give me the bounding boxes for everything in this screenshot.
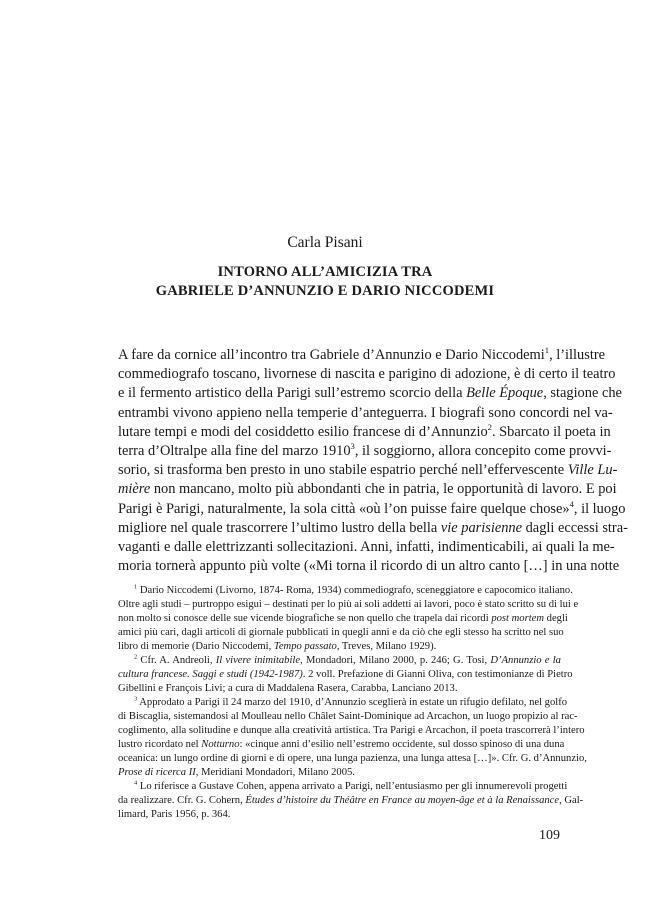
body-italic: Belle Époque [466, 385, 544, 402]
footnote-line [118, 654, 561, 668]
footnote-text: oceanica: un lungo ordine di giorni e di opere, una lunga pazienza, una lunga attesa […]». Cfr. G. d’Annunzio, [118, 753, 587, 764]
body-line [118, 422, 611, 442]
body-text: terra d’Oltralpe alla fine del marzo 1910 [118, 443, 351, 460]
footnote-text: Oltre agli studi – purtroppo esigui – destinati per lo più ai soli addetti ai lavori, poco è stato scritto su di lui e [118, 599, 579, 610]
footnote-italic: Tempo passato [273, 641, 337, 652]
body-text: lutare tempi e modi del cosiddetto esilio francese di d’Annunzio [118, 423, 488, 440]
body-text: entrambi vivono appieno nella temperie d’anteguerra. I biografi sono concordi nel va- [118, 404, 613, 421]
footnote-text: non molto si conosce delle sue vicende biografiche se non quello che trapela dai ricordi [118, 613, 492, 624]
body-text: , stagione che [543, 385, 622, 402]
body-line [118, 384, 622, 403]
footnote-text: Dario Niccodemi (Livorno, 1874- Roma, 1934) commediografo, sceneggiatore e capocomico italiano. [139, 585, 573, 596]
footnote-line [118, 724, 585, 738]
footnote-text: Lo riferisce a Gustave Cohen, appena arrivato a Parigi, nell’entusiasmo per gli innumerevoli progetti [139, 781, 568, 792]
footnote-ref: 3 [350, 441, 355, 452]
page-number: 109 [539, 828, 560, 843]
footnote-italic: cultura francese. Saggi e studi (1942-1987) [118, 669, 303, 680]
footnote-line [118, 612, 568, 626]
footnote-ref: 1 [544, 345, 550, 356]
footnote-text: , Gal- [559, 795, 584, 806]
footnote-text: lustro ricordato nel [118, 739, 202, 750]
footnote-ref: 2 [487, 422, 492, 433]
body-text: non mancano, molto più abbondanti che in patria, le opportunità di lavoro. E poi [150, 481, 617, 498]
body-line [118, 480, 617, 499]
footnote-text: degli [544, 613, 568, 624]
body-line [118, 404, 613, 423]
footnote-line [118, 626, 564, 640]
body-text: commediografo toscano, livornese di nascita e parigino di adozione, è di certo il teatro [118, 366, 616, 383]
body-text: sorio, si trasforma ben presto in uno stabile espatrio perché nell’effervescente [118, 462, 568, 479]
footnotes [118, 583, 587, 822]
footnote-italic: D’Annunzio e la [490, 655, 561, 666]
footnote-line [118, 779, 568, 794]
body-text: Parigi è Parigi, naturalmente, la sola città «où l’on puisse faire quelque chose» [118, 500, 570, 517]
body-italic: vie parisienne [440, 519, 523, 536]
body-line [118, 557, 620, 576]
body-line [118, 519, 628, 538]
body-text: . Sbarcato il poeta in [491, 423, 611, 440]
body-line [118, 365, 616, 384]
body-text: , il luogo [573, 500, 626, 517]
footnote-text: : «cinque anni d’esilio nell’estremo occidente, sul dosso spinoso di una duna [239, 739, 565, 750]
footnote-italic: Études d’histoire du Théâtre en France au moyen-âge et à la Renaissance [245, 795, 560, 806]
footnote-italic: Notturno [201, 739, 240, 750]
author-name: Carla Pisani [287, 234, 363, 251]
footnote-line [118, 808, 561, 822]
body-text: vaganti e dalle elettrizzanti sollecitazioni. Anni, infatti, indimenticabili, ai quali la me- [118, 539, 615, 556]
body-text: , l’illustre [549, 347, 606, 363]
footnote-line [118, 668, 573, 682]
body-text: , il soggiorno, allora concepito come provvi- [354, 443, 612, 460]
footnote-line [118, 598, 579, 612]
footnote-line [118, 695, 568, 710]
footnote-text: limard, Paris 1956, p. 364. [118, 809, 231, 820]
footnote-line [118, 794, 584, 808]
body-text: moria tornerà appunto più volte («Mi torna il ricordo di un altro canto […] in una notte [118, 558, 620, 575]
footnote-line [118, 738, 565, 752]
footnote-text: , Meridiani Mondadori, Milano 2005. [195, 767, 355, 778]
footnote-text: Gibellini e François Livi; a cura di Maddalena Rasera, Carabba, Lanciano 2013. [118, 683, 458, 694]
footnote-text: da realizzare. Cfr. G. Cohern, [118, 795, 246, 806]
footnote-line [118, 766, 561, 780]
footnote-italic: Il vivere inimitabile [215, 655, 301, 666]
body-text: e il fermento artistico della Parigi sull’estremo scorcio della [118, 385, 467, 402]
footnote-number: 4 [134, 779, 138, 787]
body-text: migliore nel quale trascorrere l’ultimo lustro della bella [118, 519, 441, 536]
article-title [0, 263, 650, 301]
title-line-1: INTORNO ALL’AMICIZIA TRA [217, 264, 433, 280]
footnote-text: , Mondadori, Milano 2000, p. 246; G. Tosi, [300, 655, 491, 666]
body-line [118, 461, 618, 480]
footnote-text: . 2 voll. Prefazione di Gianni Oliva, con testimonianze di Pietro [302, 669, 573, 680]
footnote-number: 1 [134, 583, 138, 591]
footnote-italic: Prose di ricerca II [118, 767, 196, 778]
footnote-line [118, 710, 578, 724]
footnote-text: coglimento, alla solitudine e dunque alla creatività artistica. Tra Parigi e Arcachon, il poeta trascorrerà l’intero [118, 725, 585, 736]
body-paragraph [118, 345, 628, 576]
footnote-line [118, 682, 561, 696]
footnote-text: Cfr. A. Andreoli, [140, 655, 216, 666]
body-italic: mière [118, 481, 151, 498]
body-line [118, 498, 626, 519]
footnote-number: 3 [134, 695, 138, 703]
footnote-line [118, 640, 561, 654]
footnote-italic: post mortem [491, 613, 544, 624]
footnote-text: , Treves, Milano 1929). [336, 641, 437, 652]
footnote-text: amici più cari, dagli articoli di giornale pubblicati in quegli anni e da ciò che egli stesso ha scritto nel suo [118, 627, 564, 638]
footnote-number: 2 [134, 653, 138, 661]
body-line [118, 441, 612, 461]
footnote-ref: 4 [569, 498, 574, 509]
body-line [118, 538, 615, 557]
footnote-line [118, 583, 573, 598]
body-text: A fare da cornice all’incontro tra Gabriele d’Annunzio e Dario Niccodemi [118, 347, 545, 363]
title-line-2: GABRIELE D’ANNUNZIO E DARIO NICCODEMI [155, 283, 495, 299]
body-text: dagli eccessi stra- [522, 519, 628, 536]
footnote-text: di Biscaglia, sistemandosi al Moulleau nello Châlet Saint-Dominique ad Arcachon, un luogo propizio al rac- [118, 711, 578, 722]
footnote-text: Approdato a Parigi il 24 marzo del 1910, d’Annunzio sceglierà in estate un rifugio defilato, nel golfo [139, 697, 568, 708]
body-italic: Ville Lu- [567, 462, 618, 479]
footnote-line [118, 752, 587, 766]
footnote-text: libro di memorie (Dario Niccodemi, [118, 641, 274, 652]
body-line [118, 345, 606, 365]
